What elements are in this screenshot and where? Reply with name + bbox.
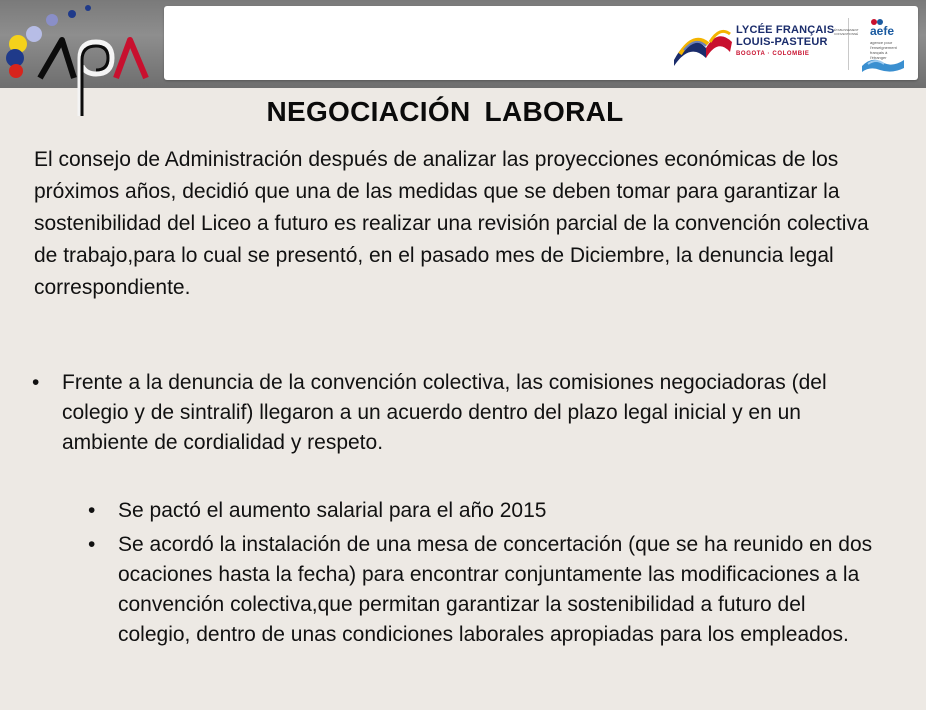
bullet-icon: • (88, 533, 96, 556)
sub-list-item (88, 530, 878, 650)
aefe-badge-text: ÉTABLISSEMENT CONVENTIONNÉ (834, 28, 859, 36)
lycee-name-line1: LYCÉE FRANÇAIS (736, 24, 835, 36)
header-logo-panel (164, 6, 918, 80)
page-title: NEGOCIACIÓN LABORAL (266, 96, 624, 127)
bullet-icon: • (88, 499, 96, 522)
lycee-name (736, 24, 834, 57)
intro-paragraph: El consejo de Administración después de analizar las proyecciones económicas de los próximos años, decidió que una de las medidas que se deben tomar para garantizar la sostenibilidad del Liceo a futuro es realizar una revisión parcial de la convención colectiva de trabajo,para lo cual se presentó, en el pasado mes de Diciembre, la denuncia legal correspondiente. (34, 148, 869, 299)
bullet-icon: • (32, 371, 40, 394)
sub-list-item-text: Se pactó el aumento salarial para el año 2015 (118, 499, 547, 522)
lycee-name-line2: LOUIS-PASTEUR (736, 36, 828, 48)
sub-list-item (88, 496, 878, 526)
aefe-label: aefe (870, 24, 895, 38)
sub-list-item-text: Se acordó la instalación de una mesa de concertación (que se ha reunido en dos ocaciones hasta la fecha) para encontrar conjuntamente las modificaciones a la convención colectiva,que permitan garantizar la sostenibilidad a futuro del colegio, dentro de unas condiciones laborales apropiadas para los empleados. (118, 533, 873, 646)
aefe-description: agence pour l'enseignement français à l'étranger (870, 40, 897, 60)
logo-divider (848, 18, 849, 70)
list-item-text: Frente a la denuncia de la convención colectiva, las comisiones negociadoras (del colegio y de sintralif) llegaron a un acuerdo dentro del plazo legal inicial y en un ambiente de cordialidad y respeto. (62, 371, 827, 454)
lycee-city: BOGOTA · COLOMBIE (736, 51, 810, 57)
list-item (32, 368, 862, 458)
